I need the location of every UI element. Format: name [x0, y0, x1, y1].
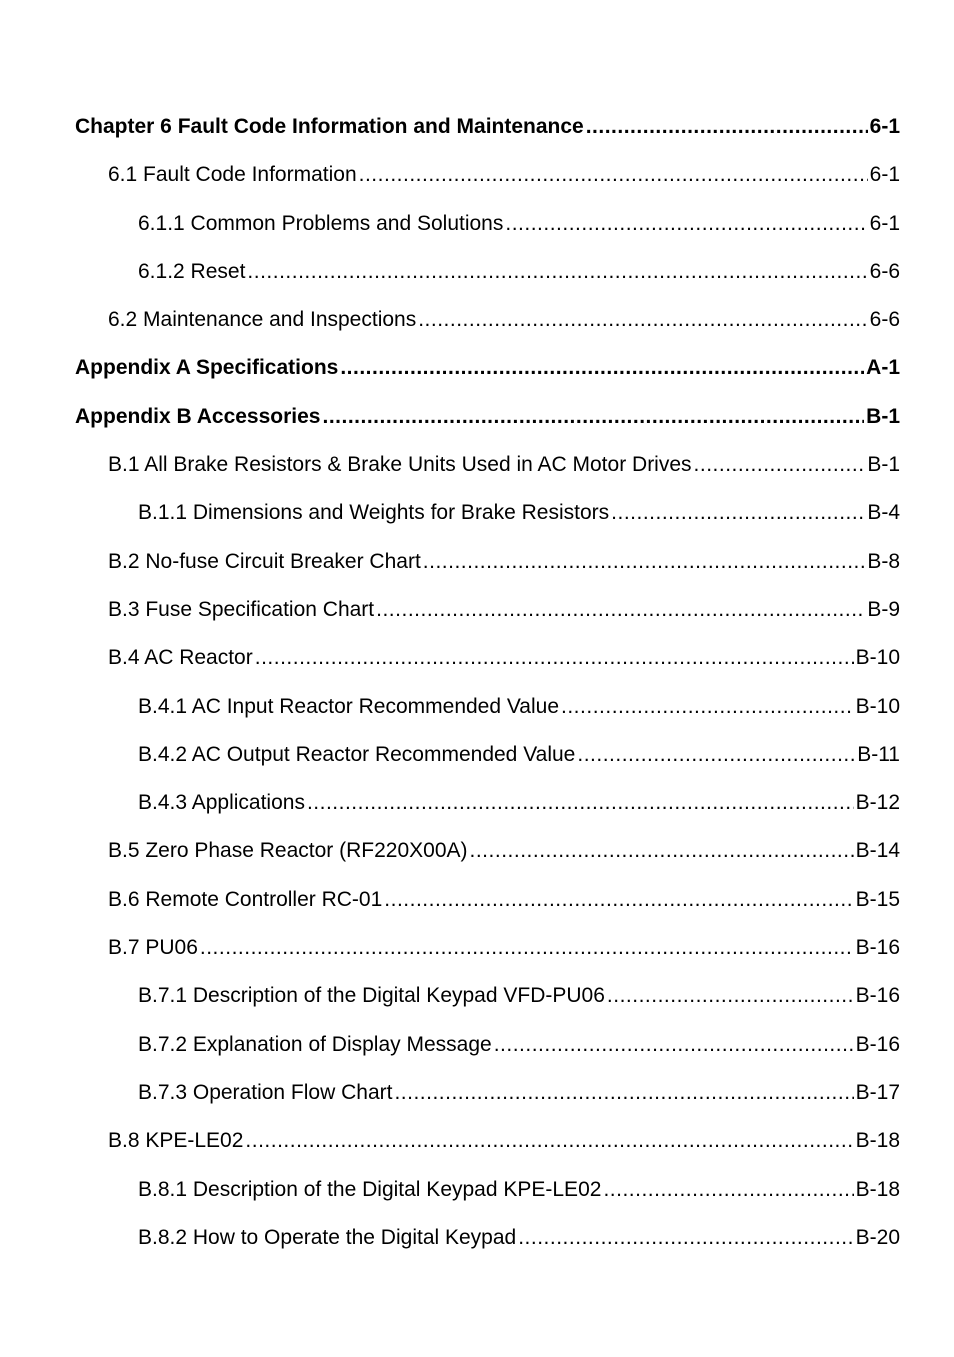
toc-dot-leader	[384, 878, 853, 922]
toc-entry[interactable]	[0, 733, 954, 781]
toc-dot-leader	[494, 1023, 854, 1067]
toc-entry-page: B-1	[866, 404, 900, 428]
toc-entry-title: B.4 AC Reactor	[108, 646, 253, 670]
toc-entry-page: B-4	[867, 501, 900, 525]
toc-entry-page: B-1	[867, 453, 900, 477]
toc-dot-leader	[611, 491, 865, 535]
toc-entry-title: B.1 All Brake Resistors & Brake Units Used in AC Motor Drives	[108, 453, 692, 477]
toc-entry-page: B-16	[855, 984, 900, 1008]
toc-entry[interactable]	[0, 878, 954, 926]
toc-entry-title: B.7.1 Description of the Digital Keypad VFD-PU06	[138, 984, 605, 1008]
toc-dot-leader	[518, 1216, 853, 1260]
toc-dot-leader	[394, 1071, 853, 1115]
toc-entry-page: B-20	[855, 1225, 900, 1249]
toc-entry-page: B-10	[855, 694, 900, 718]
toc-entry[interactable]	[0, 298, 954, 346]
toc-entry-title: 6.2 Maintenance and Inspections	[108, 308, 417, 332]
toc-entry-page: B-16	[855, 936, 900, 960]
toc-entry-title: Appendix A Specifications	[75, 356, 339, 380]
toc-entry-page: B-18	[855, 1129, 900, 1153]
toc-dot-leader	[505, 202, 867, 246]
toc-entry-title: B.1.1 Dimensions and Weights for Brake Resistors	[138, 501, 610, 525]
toc-dot-leader	[307, 781, 854, 825]
toc-entry-title: B.4.3 Applications	[138, 791, 305, 815]
toc-entry[interactable]	[0, 926, 954, 974]
toc-entry[interactable]	[0, 153, 954, 201]
toc-dot-leader	[470, 829, 854, 873]
toc-entry[interactable]	[0, 540, 954, 588]
toc-entry-title: B.7.2 Explanation of Display Message	[138, 1032, 492, 1056]
toc-entry-page: 6-1	[869, 163, 900, 187]
toc-entry-title: Appendix B Accessories	[75, 404, 321, 428]
toc-entry-page: B-18	[855, 1177, 900, 1201]
toc-entry[interactable]	[0, 974, 954, 1022]
toc-dot-leader	[694, 443, 866, 487]
toc-dot-leader	[255, 636, 854, 680]
toc-dot-leader	[340, 346, 864, 390]
toc-entry[interactable]	[0, 636, 954, 684]
toc-entry[interactable]	[0, 1023, 954, 1071]
toc-dot-leader	[245, 1119, 853, 1163]
toc-entry-page: B-8	[867, 549, 900, 573]
toc-entry-page: B-9	[867, 597, 900, 621]
toc-entry[interactable]	[0, 202, 954, 250]
toc-entry[interactable]	[0, 829, 954, 877]
toc-entry-title: B.7 PU06	[108, 936, 198, 960]
toc-entry-title: B.6 Remote Controller RC-01	[108, 887, 383, 911]
toc-entry-page: B-14	[855, 839, 900, 863]
toc-dot-leader	[200, 926, 854, 970]
toc-entry-page: 6-6	[869, 308, 900, 332]
toc-entry[interactable]	[0, 1071, 954, 1119]
toc-entry[interactable]	[0, 395, 954, 443]
toc-entry[interactable]	[0, 781, 954, 829]
toc-entry-title: 6.1 Fault Code Information	[108, 163, 357, 187]
toc-dot-leader	[423, 540, 866, 584]
toc-entry-page: B-16	[855, 1032, 900, 1056]
toc-entry-page: 6-1	[869, 115, 900, 138]
toc-dot-leader	[247, 250, 867, 294]
toc-entry-title: B.4.1 AC Input Reactor Recommended Value	[138, 694, 560, 718]
toc-entry-title: B.5 Zero Phase Reactor (RF220X00A)	[108, 839, 468, 863]
toc-entry-title: B.8.2 How to Operate the Digital Keypad	[138, 1225, 517, 1249]
toc-entry[interactable]	[0, 443, 954, 491]
toc-entry[interactable]	[0, 1119, 954, 1167]
toc-entry[interactable]	[0, 1168, 954, 1216]
toc-dot-leader	[577, 733, 855, 777]
toc-dot-leader	[359, 153, 868, 197]
toc-entry[interactable]	[0, 491, 954, 539]
toc-dot-leader	[603, 1168, 853, 1212]
toc-entry[interactable]	[0, 346, 954, 394]
toc-dot-leader	[376, 588, 865, 632]
toc-entry-page: B-15	[855, 887, 900, 911]
toc-entry-title: B.8 KPE-LE02	[108, 1129, 244, 1153]
toc-entry-page: B-10	[855, 646, 900, 670]
toc-entry[interactable]	[0, 1216, 954, 1264]
toc-entry-title: Chapter 6 Fault Code Information and Maintenance	[75, 115, 584, 138]
toc-dot-leader	[607, 974, 854, 1018]
toc-entry[interactable]	[0, 250, 954, 298]
toc-entry[interactable]	[0, 105, 954, 153]
toc-dot-leader	[586, 105, 868, 149]
table-of-contents	[0, 105, 954, 1264]
toc-entry-page: B-12	[855, 791, 900, 815]
toc-dot-leader	[561, 685, 854, 729]
toc-entry-title: 6.1.1 Common Problems and Solutions	[138, 211, 504, 235]
toc-entry-page: 6-6	[869, 259, 900, 283]
toc-dot-leader	[418, 298, 867, 342]
toc-entry-title: B.3 Fuse Specification Chart	[108, 597, 375, 621]
toc-entry-page: B-11	[857, 742, 900, 766]
toc-entry-title: B.8.1 Description of the Digital Keypad KPE-LE02	[138, 1177, 602, 1201]
toc-dot-leader	[322, 395, 864, 439]
toc-entry-title: B.2 No-fuse Circuit Breaker Chart	[108, 549, 421, 573]
toc-entry[interactable]	[0, 588, 954, 636]
toc-entry-page: A-1	[866, 356, 900, 380]
toc-entry[interactable]	[0, 685, 954, 733]
toc-entry-title: 6.1.2 Reset	[138, 259, 246, 283]
toc-entry-page: 6-1	[869, 211, 900, 235]
toc-entry-page: B-17	[855, 1080, 900, 1104]
toc-entry-title: B.4.2 AC Output Reactor Recommended Value	[138, 742, 576, 766]
toc-entry-title: B.7.3 Operation Flow Chart	[138, 1080, 393, 1104]
